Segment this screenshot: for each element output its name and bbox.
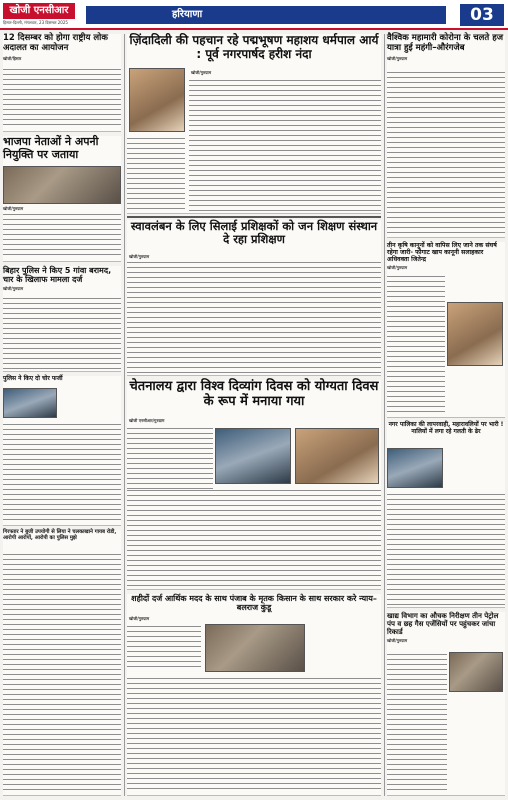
news-photo (449, 652, 503, 692)
byline: खोजी एनसीआर/गुरुग्राम (129, 418, 165, 423)
byline: खोजी/हिसार (3, 55, 22, 61)
portrait-photo (447, 302, 503, 366)
body-text (3, 296, 121, 369)
story-municipal (387, 422, 505, 608)
page-number: 03 (460, 4, 504, 26)
headline: नगर पालिका की लापरवाही, महारावलियों पर भारी ! नालियों में लगा रहे गलती के ढेर (388, 421, 504, 435)
headline: 12 दिसम्बर को होगा राष्ट्रीय लोक अदालत का आयोजन (3, 33, 108, 53)
body-text (387, 274, 445, 415)
story-farm-laws (387, 242, 505, 418)
headline: स्वावलंबन के लिए सिलाई प्रशिक्षकों को जन शिक्षण संस्थान दे रहा प्रशिक्षण (130, 219, 378, 247)
story-corona (387, 34, 505, 238)
story-lok-adalat (3, 34, 121, 132)
body-text (387, 492, 505, 605)
body-text-lower (127, 136, 185, 211)
byline: खोजी/गुरुग्राम (3, 206, 24, 211)
story-martyr-families (127, 594, 381, 796)
divider (127, 216, 381, 218)
headline: ज़िंदादिली की पहचान रहे पद्मभूषण महाशय धर्मपाल आर्य : पूर्व नगरपार्षद हरीश नंदा (129, 33, 379, 61)
dateline: हिसार-दिल्ली, मंगलवार, 23 दिसम्बर 2025 (3, 20, 68, 25)
byline: खोजी/गुरुग्राम (387, 265, 408, 271)
masthead (0, 0, 508, 30)
story-tailoring (127, 220, 381, 376)
headline: वैश्विक महामारी कोरोना के चलते हज यात्रा हुई महंगी–औरंगजेब (387, 33, 504, 53)
news-photo (215, 428, 291, 484)
body-text (3, 212, 121, 259)
headline: शहीदों दर्ज आर्थिक मदद के साथ पंजाब के मृतक किसान के साथ सरकार करे न्याय–बलराज कुंडू (131, 594, 377, 613)
story-bihar-police (3, 266, 121, 372)
body-text (127, 488, 381, 587)
body-text-left (127, 624, 201, 671)
body-text (387, 70, 505, 235)
byline: खोजी/गुरुग्राम (129, 616, 150, 621)
headline: भाजपा नेताओं ने अपनी नियुक्ति पर जताया (3, 135, 99, 161)
news-photo (3, 388, 57, 418)
headline: पुलिस ने किए दो चोर फर्जी (3, 375, 63, 382)
byline: खोजी/गुरुग्राम (129, 254, 150, 259)
news-photo-2 (295, 428, 379, 484)
story-dharampal-arya (127, 34, 381, 214)
news-photo (3, 166, 121, 204)
body-text (127, 260, 381, 373)
headline: खाद्य विभाग का औचक निरीक्षण तीन पेट्रोल पंप व छह गैस एजेंसियों पर पहुंचकर जांचा रिकार्ड (387, 612, 499, 637)
body-text-left (127, 426, 213, 489)
body-text (387, 652, 447, 793)
body-text (3, 422, 121, 523)
newspaper-logo: खोजी एनसीआर (3, 3, 75, 19)
news-photo (205, 624, 305, 672)
column-rule (384, 34, 385, 796)
byline: खोजी/गुरुग्राम (191, 70, 212, 75)
headline: चेतनालय द्वारा विश्व दिव्यांग दिवस को योग्यता दिवस के रूप में मनाया गया (129, 379, 379, 409)
body-text (3, 67, 121, 129)
headline: तीन कृषि कानूनों को वापिस लिए जाने तक संघर्ष रहेगा जारी- फौगाट खाप कानूनी सलाहकार अधिवक्ता जितेन्द्र (387, 242, 497, 264)
byline: खोजी/गुरुग्राम (387, 55, 408, 61)
column-rule (124, 34, 125, 796)
body-text (127, 676, 381, 793)
story-bjp-leaders (3, 136, 121, 262)
story-food-inspection (387, 612, 505, 796)
byline: खोजी/गुरुग्राम (387, 638, 408, 644)
headline: बिहार पुलिस ने किए 5 गांवा बरामद, चार के खिलाफ मामला दर्ज (3, 266, 112, 285)
news-photo (387, 448, 443, 488)
body-text (189, 78, 381, 211)
body-text (3, 552, 121, 793)
byline: खोजी/गुरुग्राम (3, 286, 24, 292)
headline: गिरफ्तार ने बुजी उपयोगी से लिया ने चलकाखाने गायब रोडी, आरोपी आरोपों, आरोपी का पुलिस मुझे (3, 529, 117, 541)
story-police-notice (3, 376, 121, 526)
story-disability-day (127, 380, 381, 590)
section-title: हरियाणा (86, 6, 446, 24)
portrait-photo (129, 68, 185, 132)
story-rider-theft (3, 530, 121, 796)
